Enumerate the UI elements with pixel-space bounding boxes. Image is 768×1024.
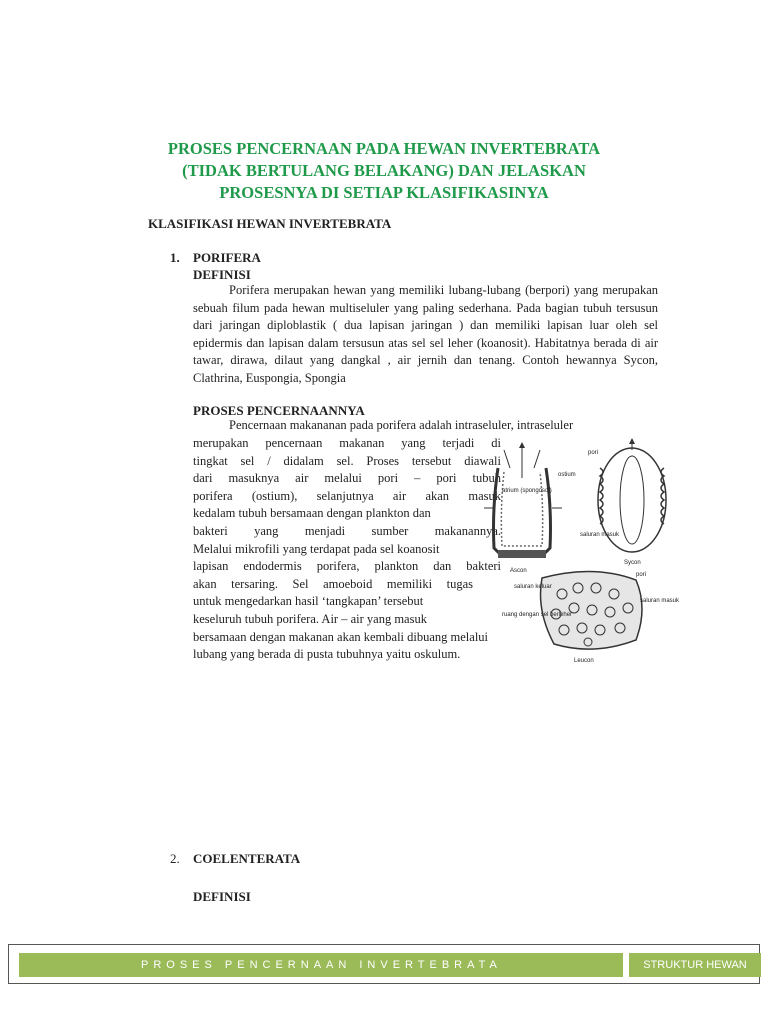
saluran-masuk-label-2: saluran masuk — [640, 598, 680, 604]
process-line: untuk mengedarkan hasil ‘tangkapan’ tersebut — [193, 594, 424, 609]
ascon-label: Ascon — [510, 568, 527, 574]
process-first-line: Pencernaan makananan pada porifera adalah intraseluler, intraseluler — [229, 418, 574, 432]
title-line-1: PROSES PENCERNAAN PADA HEWAN INVERTEBRATA — [167, 139, 601, 158]
section-1-process-label: PROSES PENCERNAANNYA — [193, 403, 365, 418]
process-line: keseluruh tubuh porifera. Air – air yang masuk — [193, 611, 427, 626]
section-2-name: COELENTERATA — [193, 851, 301, 866]
process-line: porifera (ostium), selanjutnya air akan masuk — [193, 488, 501, 503]
leucon-diagram — [541, 571, 643, 649]
porifera-diagram — [484, 438, 680, 670]
footer-subject: STRUKTUR HEWAN — [629, 953, 761, 977]
saluran-keluar-label: saluran keluar — [514, 584, 552, 590]
process-line: Melalui mikrofili yang terdapat pada sel koanosit — [193, 541, 440, 556]
process-line: tingkat sel / didalam sel. Proses tersebut diawali — [193, 453, 501, 468]
atrium-label: atrium (spongosol) — [502, 488, 552, 494]
ostium-label: ostium — [558, 472, 576, 478]
process-line: merupakan pencernaan makanan yang terjadi di — [193, 436, 501, 450]
section-1-definition-text: Porifera merupakan hewan yang memiliki lubang-lubang (berpori) yang merupakan sebuah filum pada hewan multiseluler yang paling sederhana. Pada bagian tubuh tersusun dari jaringan diploblastik ( dua lapisan jaringan ) dan memiliki lapisan luar oleh sel epidermis dan lapisan dalam tersusun atas sel sel leher (koanosit). Habitatnya berada di air tawar, dirawa, dilaut yang dangkal , air jernih dan tenang. Contoh hewannya Sycon, Clathrina, Euspongia, Spongia — [193, 283, 658, 385]
document-title — [120, 138, 648, 204]
section-heading: KLASIFIKASI HEWAN INVERTEBRATA — [148, 216, 392, 231]
process-line: dari masuknya air melalui pori – pori tubuh — [193, 471, 501, 486]
section-2-definition-label: DEFINISI — [193, 889, 251, 904]
ruang-label: ruang dengan sel berleher — [502, 612, 573, 618]
footer-title: PROSES PENCERNAAN INVERTEBRATA — [19, 953, 623, 977]
process-text — [193, 435, 501, 664]
sycon-label: Sycon — [624, 560, 641, 566]
pori-label-2: pori — [636, 572, 647, 578]
process-line: bersamaan dengan makanan akan kembali dibuang melalui — [193, 629, 489, 644]
process-line: akan tersaring. Sel amoeboid memiliki tugas — [193, 576, 473, 591]
section-1-name: PORIFERA — [193, 250, 261, 265]
process-line: lapisan endodermis porifera, plankton dan bakteri — [193, 559, 501, 574]
leucon-label: Leucon — [574, 658, 594, 664]
title-line-2: (TIDAK BERTULANG BELAKANG) DAN JELASKAN — [182, 161, 586, 180]
page-footer — [8, 944, 760, 984]
saluran-masuk-label: saluran masuk — [580, 532, 620, 538]
process-line: bakteri yang menjadi sumber makanannya. — [193, 523, 501, 538]
process-line: lubang yang berada di pusta tubuhnya yaitu oskulum. — [193, 647, 461, 662]
title-line-3: PROSESNYA DI SETIAP KLASIFIKASINYA — [219, 183, 549, 202]
section-2-number: 2. — [170, 851, 180, 866]
process-line: kedalam tubuh bersamaan dengan plankton dan — [193, 506, 431, 521]
ascon-diagram — [484, 442, 562, 558]
section-1-definition-label: DEFINISI — [193, 267, 251, 282]
pori-label: pori — [588, 450, 599, 456]
section-1-number: 1. — [170, 250, 180, 265]
